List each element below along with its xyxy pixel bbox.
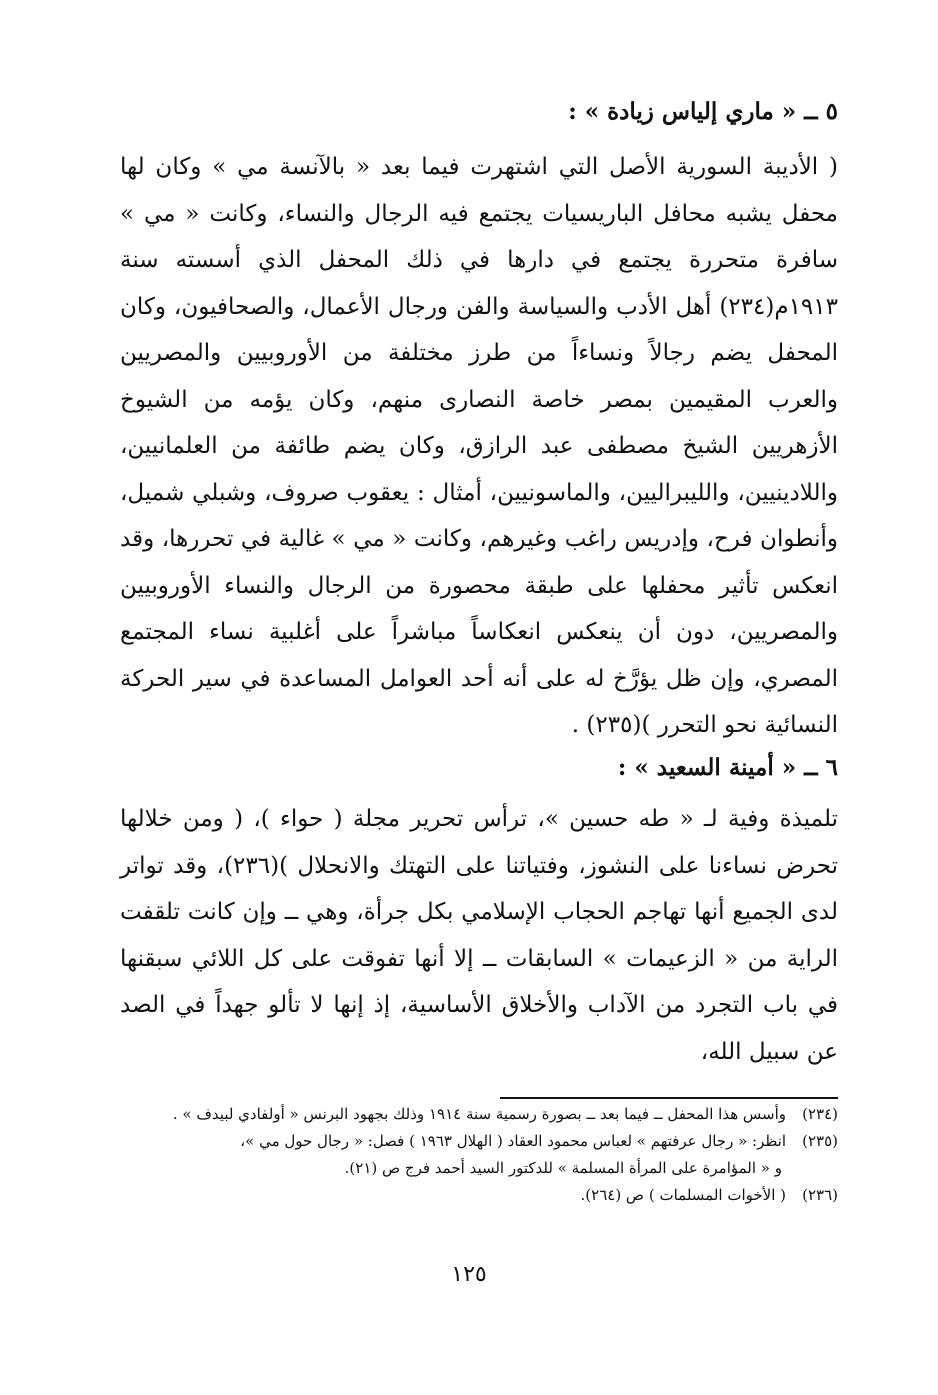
footnote-text: انظر: « رجال عرفتهم » لعباس محمود العقاد ( الهلال ١٩٦٣ ) فصل: « رجال حول مي »، [240, 1132, 786, 1150]
footnotes [120, 1101, 838, 1209]
page-number: ١٢٥ [451, 1262, 487, 1287]
footnote-number: (٢٣٥) [802, 1132, 838, 1150]
section-6-heading: ٦ ــ « أمينة السعيد » : [617, 754, 838, 781]
footnote-text: وأسس هذا المحفل ــ فيما بعد ــ بصورة رسمية سنة ١٩١٤ وذلك بجهود البرنس « أولفادي لبيدف » . [172, 1105, 786, 1123]
section-5-paragraph: ( الأديبة السورية الأصل التي اشتهرت فيما بعد « بالآنسة مي » وكان لها محفل يشبه محافل الباريسيات يجتمع فيه الرجال والنساء، وكانت « مي » سافرة متحررة يجتمع في دارها في ذلك المحفل الذي أسسته سنة ١٩١٣م(٢٣٤) أهل الأدب والسياسة والفن ورجال الأعمال، والصحافيون، وكان المحفل يضم رجالاً ونساءاً من طرز مختلفة من الأوروبيين والمصريين والعرب المقيمين بمصر خاصة النصارى منهم، وكان يؤمه من الشيوخ الأزهريين الشيخ مصطفى عبد الرازق، وكان يضم طائفة من العلمانيين، واللادينيين، والليبراليين، والماسونيين، أمثال : يعقوب صروف، وشبلي شميل، وأنطوان فرح، وإدريس راغب وغيرهم، وكانت « مي » غالية في تحررها، وقد انعكس تأثير محفلها على طبقة محصورة من الرجال والنساء الأوروبيين والمصريين، دون أن ينعكس انعكاساً مباشراً على أغلبية نساء المجتمع المصري، وإن ظل يؤرَّخ له على أنه أحد العوامل المساعدة في سير الحركة النسائية نحو التحرر )(٢٣٥) . [120, 154, 838, 738]
footnote-236 [120, 1182, 838, 1209]
section-5-heading: ٥ ــ « ماري إلياس زيادة » : [568, 98, 838, 125]
footnote-number: (٢٣٦) [802, 1186, 838, 1204]
footnote-235 [120, 1128, 838, 1155]
footnote-number: (٢٣٤) [802, 1105, 838, 1123]
section-5 [120, 92, 838, 749]
footnote-text: ( الأخوات المسلمات ) ص (٢٦٤). [580, 1186, 786, 1204]
footnote-235-continuation: و « المؤامرة على المرأة المسلمة » للدكتور السيد أحمد فرج ص (٢١). [344, 1159, 782, 1177]
section-6 [120, 748, 838, 1075]
section-6-paragraph: تلميذة وفية لـ « طه حسين »، ترأس تحرير مجلة ( حواء )، ( ومن خلالها تحرض نساءنا على النشوز، وفتياتنا على التهتك والانحلال )(٢٣٦)، وقد تواتر لدى الجميع أنها تهاجم الحجاب الإسلامي بكل جرأة، وهي ــ وإن كانت تلقفت الراية من « الزعيمات » السابقات ــ إلا أنها تفوقت على كل اللائي سبقنها في باب التجرد من الآداب والأخلاق الأساسية، إذ إنها لا تألو جهداً في الصد عن سبيل الله، [120, 806, 838, 1065]
footnote-separator [500, 1097, 838, 1099]
footnote-234 [120, 1101, 838, 1128]
